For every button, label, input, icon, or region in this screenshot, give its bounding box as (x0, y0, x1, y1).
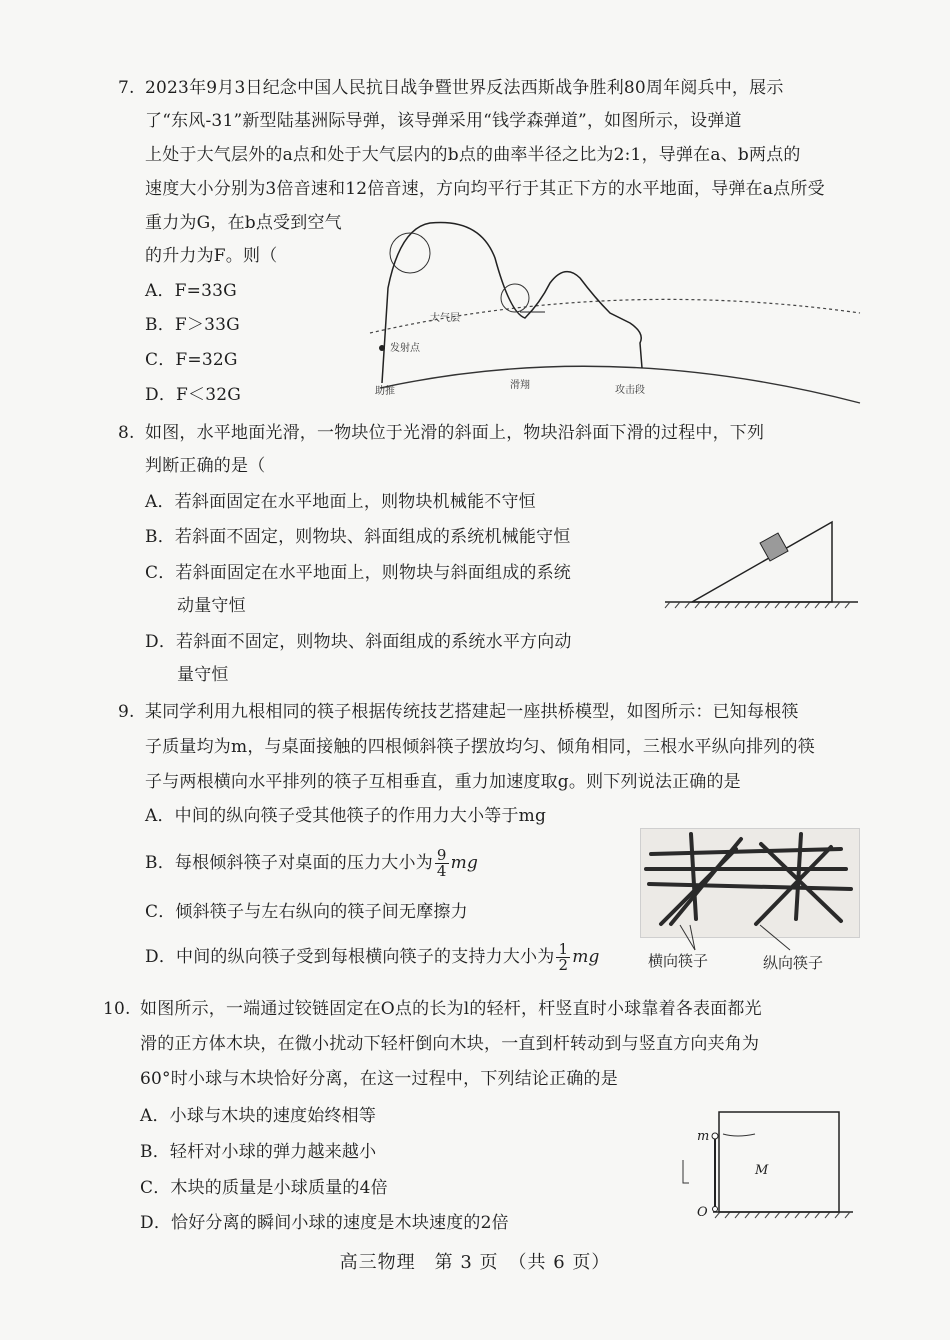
q10-line-2: 滑的正方体木块，在微小扰动下轻杆倒向木块，一直到杆转动到与竖直方向夹角为 (140, 1034, 760, 1054)
q9-number: 9. (118, 702, 135, 722)
q9-line-1: 某同学利用九根相同的筷子根据传统技艺搭建起一座拱桥模型，如图所示：已知每根筷 (145, 702, 799, 722)
small-ball (712, 1133, 718, 1139)
q7-trajectory-figure (360, 218, 860, 418)
q9-option-d: D．中间的纵向筷子受到每根横向筷子的支持力大小为 $\frac{1}{2}$ mg (145, 940, 600, 974)
label-M: M (755, 1163, 769, 1178)
q9-option-b: B．每根倾斜筷子对桌面的压力大小为 $\frac{9}{4}$ mg (145, 846, 479, 880)
q9-line-2: 子质量均为m，与桌面接触的四根倾斜筷子摆放均匀、倾角相同，三根水平纵向排列的筷 (145, 737, 815, 757)
q7-line-4: 速度大小分别为3倍音速和12倍音速，方向均平行于其正下方的水平地面，导弹在a点所受 (145, 179, 825, 199)
curvature-circle-b (501, 284, 529, 312)
q7-line-2: 了“东风-31”新型陆基洲际导弹，该导弹采用“钱学森弹道”，如图所示，设弹道 (145, 111, 742, 131)
q7-line-5: 重力为G，在b点受到空气 (145, 213, 342, 233)
q7-line-6: 的升力为F。则（ (145, 246, 278, 266)
q7-number: 7. (118, 78, 135, 98)
q8-option-d: D．若斜面不固定，则物块、斜面组成的系统水平方向动 (145, 632, 572, 652)
q10-line-3: 60°时小球与木块恰好分离，在这一过程中，下列结论正确的是 (140, 1069, 618, 1089)
attack-label: 攻击段 (615, 385, 645, 396)
q10-line-1: 如图所示，一端通过铰链固定在O点的长为l的轻杆，杆竖直时小球靠着各表面都光 (140, 999, 762, 1019)
atmosphere-label: 大气层 (430, 313, 460, 324)
q10-option-a: A．小球与木块的速度始终相等 (140, 1106, 377, 1126)
sliding-block (760, 533, 788, 561)
launch-label: 发射点 (390, 343, 420, 354)
q9-option-b-fraction: $\frac{9}{4}$ (436, 846, 447, 880)
q9-option-c: C．倾斜筷子与左右纵向的筷子间无摩擦力 (145, 902, 468, 922)
q7-option-c: C．F=32G (145, 350, 238, 370)
q8-option-a: A．若斜面固定在水平地面上，则物块机械能不守恒 (145, 492, 536, 512)
q8-incline-figure (660, 518, 860, 618)
q10-option-d: D．恰好分离的瞬间小球的速度是木块速度的2倍 (140, 1213, 509, 1233)
q7-option-d: D．F＜32G (145, 385, 242, 405)
q8-option-c: C．若斜面固定在水平地面上，则物块与斜面组成的系统 (145, 563, 572, 583)
page-footer: 高三物理 第 3 页 （共 6 页） (339, 1252, 611, 1273)
q8-line-2: 判断正确的是（ (145, 456, 266, 476)
q7-line-1: 2023年9月3日纪念中国人民抗日战争暨世界反法西斯战争胜利80周年阅兵中，展示 (145, 78, 784, 98)
label-m: m (697, 1129, 710, 1144)
q10-option-b: B．轻杆对小球的弹力越来越小 (140, 1142, 377, 1162)
label-vertical-chopstick: 纵向筷子 (763, 954, 824, 972)
q9-option-b-text: B．每根倾斜筷子对桌面的压力大小为 (145, 853, 433, 873)
q7-option-b: B．F＞33G (145, 315, 240, 335)
q8-option-b: B．若斜面不固定，则物块、斜面组成的系统机械能守恒 (145, 527, 571, 547)
incline-wedge (692, 522, 832, 602)
q10-option-c: C．木块的质量是小球质量的4倍 (140, 1178, 388, 1198)
q9-line-3: 子与两根横向水平排列的筷子互相垂直，重力加速度取g。则下列说法正确的是 (145, 772, 741, 792)
q10-number: 10. (103, 999, 131, 1019)
boost-label: 助推 (375, 386, 395, 397)
q8-number: 8. (118, 423, 135, 443)
q8-option-c-cont: 动量守恒 (177, 596, 246, 616)
q7-option-a: A．F=33G (145, 281, 237, 301)
hinge-o (713, 1207, 718, 1212)
q9-option-d-text: D．中间的纵向筷子受到每根横向筷子的支持力大小为 (145, 947, 555, 967)
missile-trajectory (382, 222, 642, 383)
wooden-block (719, 1112, 839, 1212)
launch-point-dot (379, 345, 385, 351)
q10-rod-block-figure (675, 1108, 855, 1228)
q8-line-1: 如图，水平地面光滑，一物块位于光滑的斜面上，物块沿斜面下滑的过程中，下列 (145, 423, 765, 443)
label-O: O (697, 1205, 708, 1220)
glide-label: 滑翔 (510, 380, 530, 391)
q7-line-3: 上处于大气层外的a点和处于大气层内的b点的曲率半径之比为2:1，导弹在a、b两点的 (145, 145, 801, 165)
q9-option-a: A．中间的纵向筷子受其他筷子的作用力大小等于mg (145, 806, 547, 826)
q9-option-d-fraction: $\frac{1}{2}$ (558, 940, 569, 974)
curvature-circle-a (390, 233, 430, 273)
label-horizontal-chopstick: 横向筷子 (648, 952, 709, 970)
q8-option-d-cont: 量守恒 (177, 665, 229, 685)
